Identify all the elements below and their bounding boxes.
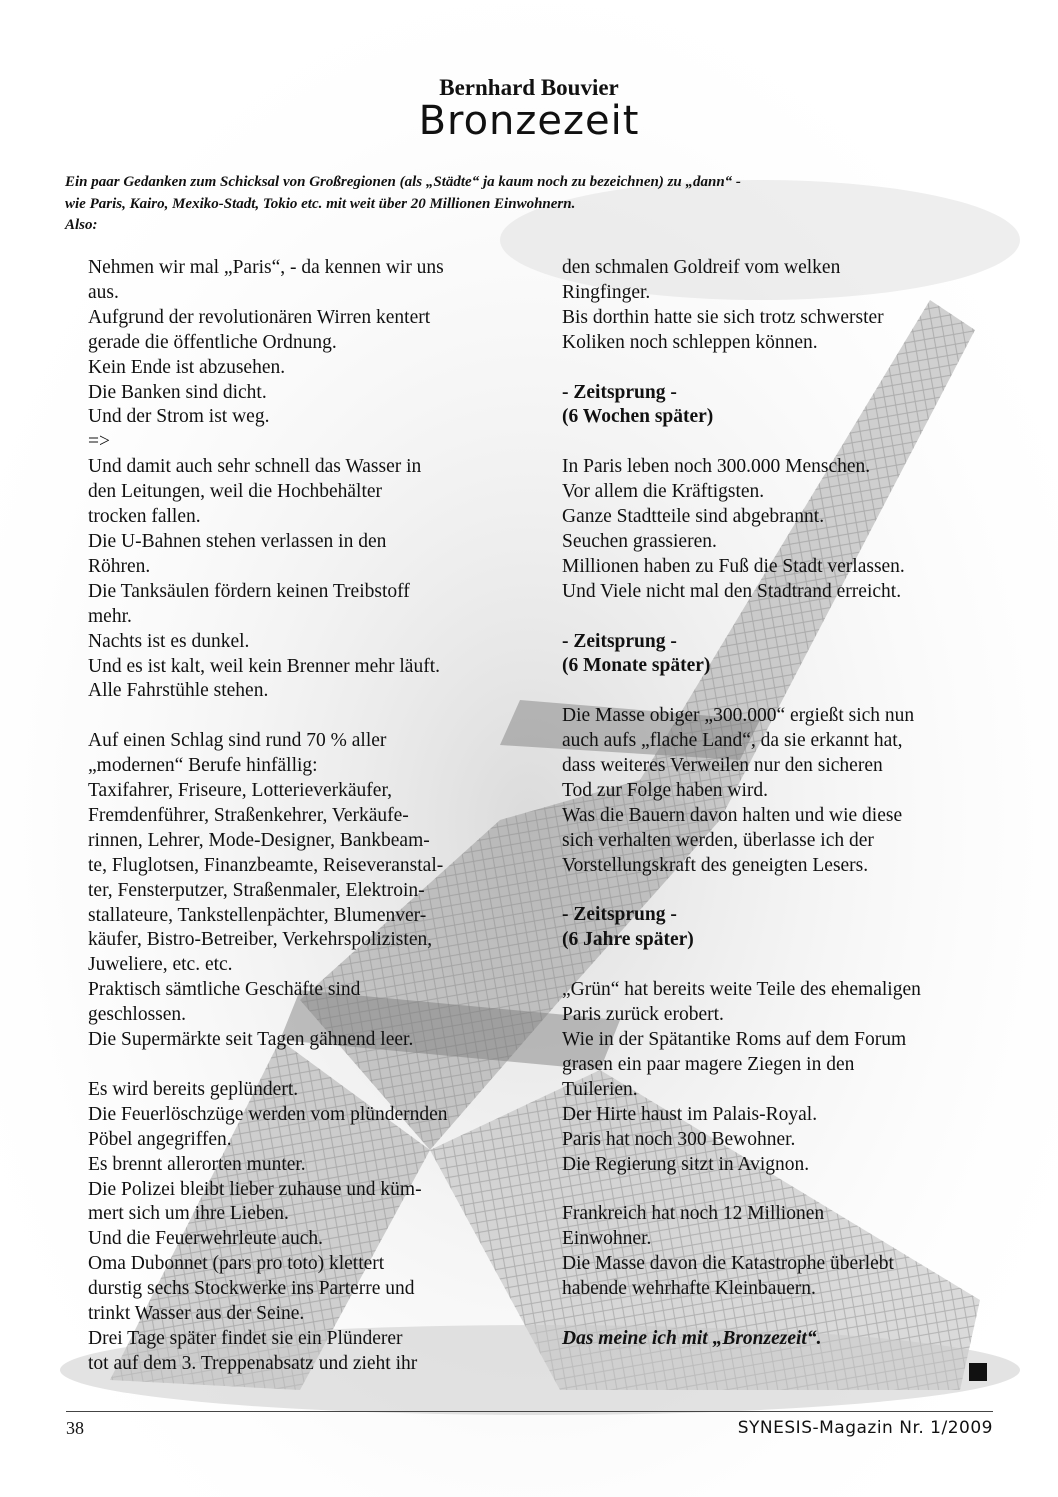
paragraph (562, 1202, 1002, 1302)
text-line: Fremdenführer, Straßenkehrer, Verkäufe- (88, 804, 409, 826)
text-line: Und damit auch sehr schnell das Wasser in (88, 456, 422, 478)
closing-line: Das meine ich mit „Bronzezeit“. (562, 1327, 822, 1349)
paragraph (562, 978, 1002, 1177)
text-line: stallateure, Tankstellenpächter, Blumenver- (88, 904, 427, 926)
text-line: käufer, Bistro-Betreiber, Verkehrspolizisten, (88, 929, 433, 951)
text-line: Vor allem die Kräftigsten. (562, 481, 765, 503)
text-line: „Grün“ hat bereits weite Teile des ehemaligen (562, 979, 921, 1001)
text-line: Drei Tage später findet sie ein Plünderer (88, 1327, 403, 1349)
left-column (88, 256, 528, 1402)
text-line: Wie in der Spätantike Roms auf dem Forum (562, 1029, 907, 1050)
text-line: Die Tanksäulen fördern keinen Treibstoff (88, 580, 410, 602)
article-intro (65, 172, 1005, 237)
right-column (562, 256, 1002, 1352)
text-line: Die Feuerlöschzüge werden vom plündernden (88, 1103, 448, 1125)
text-line: => (88, 431, 110, 453)
text-line: Praktisch sämtliche Geschäfte sind (88, 979, 361, 1001)
text-line: geschlossen. (88, 1004, 187, 1026)
heading-line: - Zeitsprung - (562, 630, 677, 652)
intro-line: Ein paar Gedanken zum Schicksal von Großregionen (als „Städte“ ja kaum noch zu bezeichnen) zu „dann“ - (65, 174, 741, 190)
text-line: Alle Fahrstühle stehen. (88, 680, 269, 702)
text-line: mehr. (88, 605, 132, 627)
paragraph (88, 1078, 528, 1377)
text-line: Paris hat noch 300 Bewohner. (562, 1128, 796, 1150)
section-heading (562, 903, 1002, 953)
text-line: Paris zurück erobert. (562, 1004, 724, 1026)
article-title: Bronzezeit (418, 98, 640, 144)
text-line: gerade die öffentliche Ordnung. (88, 331, 337, 353)
page-number: 38 (66, 1418, 84, 1438)
text-line: den Leitungen, weil die Hochbehälter (88, 481, 383, 503)
text-line: Und der Strom ist weg. (88, 406, 270, 428)
text-line: Tuilerien. (562, 1078, 638, 1100)
text-line: Es wird bereits geplündert. (88, 1078, 299, 1100)
text-line: aus. (88, 281, 119, 303)
text-line: Aufgrund der revolutionären Wirren kentert (88, 306, 431, 328)
text-line: Was die Bauern davon halten und wie diese (562, 804, 903, 826)
text-line: Nachts ist es dunkel. (88, 630, 250, 652)
text-line: Pöbel angegriffen. (88, 1128, 232, 1150)
text-line: Die Regierung sitzt in Avignon. (562, 1153, 810, 1175)
text-line: Frankreich hat noch 12 Millionen (562, 1203, 825, 1225)
text-line: Vorstellungskraft des geneigten Lesers. (562, 854, 869, 876)
text-line: Die Banken sind dicht. (88, 381, 267, 403)
magazine-issue: SYNESIS-Magazin Nr. 1/2009 (737, 1418, 993, 1438)
text-line: In Paris leben noch 300.000 Menschen. (562, 456, 871, 478)
heading-line: - Zeitsprung - (562, 904, 677, 926)
text-line: Die Supermärkte seit Tagen gähnend leer. (88, 1029, 414, 1051)
text-line: Oma Dubonnet (pars pro toto) klettert (88, 1253, 385, 1275)
text-line: Und Viele nicht mal den Stadtrand erreicht. (562, 580, 902, 602)
section-heading (562, 381, 1002, 431)
text-line: trocken fallen. (88, 506, 201, 528)
text-line: Tod zur Folge haben wird. (562, 779, 769, 801)
paragraph (562, 256, 1002, 356)
text-line: ter, Fensterputzer, Straßenmaler, Elektroin- (88, 879, 425, 901)
section-heading (562, 630, 1002, 680)
end-of-article-square-icon (969, 1363, 987, 1381)
text-line: Bis dorthin hatte sie sich trotz schwerster (562, 306, 884, 328)
text-line: Die U-Bahnen stehen verlassen in den (88, 530, 387, 552)
text-line: Millionen haben zu Fuß die Stadt verlassen. (562, 555, 905, 577)
text-line: mert sich um ihre Lieben. (88, 1203, 289, 1225)
text-line: Ringfinger. (562, 281, 651, 303)
text-line: Die Masse obiger „300.000“ ergießt sich nun (562, 705, 915, 727)
text-line: Auf einen Schlag sind rund 70 % aller (88, 730, 387, 752)
text-line: Und die Feuerwehrleute auch. (88, 1228, 323, 1250)
heading-line: (6 Jahre später) (562, 929, 694, 951)
text-line: tot auf dem 3. Treppenabsatz und zieht ihr (88, 1352, 418, 1374)
text-line: Röhren. (88, 555, 151, 577)
text-line: trinkt Wasser aus der Seine. (88, 1303, 305, 1325)
heading-line: - Zeitsprung - (562, 381, 677, 403)
text-line: den schmalen Goldreif vom welken (562, 257, 841, 278)
text-line: Ganze Stadtteile sind abgebrannt. (562, 506, 825, 528)
heading-line: (6 Monate später) (562, 655, 711, 677)
text-line: grasen ein paar magere Ziegen in den (562, 1053, 855, 1075)
text-line: dass weiteres Verweilen nur den sicheren (562, 755, 883, 777)
paragraph (562, 704, 1002, 878)
text-line: Nehmen wir mal „Paris“, - da kennen wir uns (88, 257, 444, 278)
intro-line: Also: (65, 217, 98, 233)
text-line: te, Fluglotsen, Finanzbeamte, Reiseveranstal- (88, 854, 444, 876)
text-line: habende wehrhafte Kleinbauern. (562, 1278, 816, 1300)
text-line: Einwohner. (562, 1228, 652, 1250)
text-line: Die Polizei bleibt lieber zuhause und küm- (88, 1178, 422, 1200)
footer-divider (66, 1411, 993, 1412)
text-line: Und es ist kalt, weil kein Brenner mehr läuft. (88, 655, 440, 677)
text-line: „modernen“ Berufe hinfällig: (88, 755, 318, 777)
paragraph (88, 256, 528, 704)
author-name: Bernhard Bouvier (439, 75, 619, 100)
text-line: Koliken noch schleppen können. (562, 331, 818, 353)
intro-line: wie Paris, Kairo, Mexiko-Stadt, Tokio etc. mit weit über 20 Millionen Einwohnern. (65, 195, 576, 212)
heading-line: (6 Wochen später) (562, 406, 714, 428)
text-line: Taxifahrer, Friseure, Lotterieverkäufer, (88, 780, 393, 802)
paragraph (562, 455, 1002, 604)
text-line: rinnen, Lehrer, Mode-Designer, Bankbeam- (88, 829, 430, 851)
text-line: Juweliere, etc. etc. (88, 954, 233, 976)
text-line: Kein Ende ist abzusehen. (88, 356, 286, 378)
text-line: durstig sechs Stockwerke ins Parterre und (88, 1278, 415, 1300)
text-line: Die Masse davon die Katastrophe überlebt (562, 1253, 894, 1275)
text-line: Seuchen grassieren. (562, 530, 717, 552)
text-line: auch aufs „flache Land“, da sie erkannt hat, (562, 730, 903, 752)
text-line: Der Hirte haust im Palais-Royal. (562, 1103, 818, 1125)
text-line: sich verhalten werden, überlasse ich der (562, 829, 874, 851)
paragraph (88, 729, 528, 1053)
text-line: Es brennt allerorten munter. (88, 1153, 306, 1175)
